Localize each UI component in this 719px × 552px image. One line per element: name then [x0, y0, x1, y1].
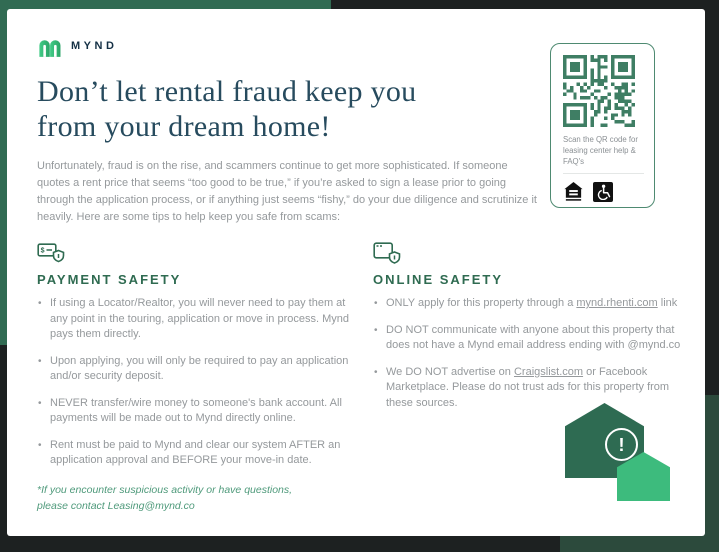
qr-help-card [550, 43, 655, 208]
bullet-item: • NEVER transfer/wire money to someone's bank account. All payments will be made out to Mynd directly online. [37, 396, 353, 427]
qr-code [563, 55, 635, 127]
accessibility-icon [593, 182, 613, 202]
online-safety-icon [373, 241, 687, 265]
alert-exclamation-icon: ! [605, 428, 638, 461]
payment-safety-list [37, 296, 353, 469]
bullet-item: • DO NOT communicate with anyone about this property that does not have a Mynd email address ending with @mynd.co [373, 323, 687, 354]
svg-text:$: $ [40, 247, 45, 255]
inline-link[interactable]: Craigslist.com [513, 365, 584, 378]
bullet-item: • We DO NOT advertise on Craigslist.com or Facebook Marketplace. Please do not trust ads for this property from these sources. [373, 365, 687, 412]
qr-caption: Scan the QR code for leasing center help & FAQ's [563, 135, 638, 166]
payment-safety-section [37, 241, 353, 514]
online-safety-list [373, 296, 687, 411]
divider [563, 173, 644, 174]
payment-safety-heading: PAYMENT SAFETY [37, 272, 182, 287]
flyer-card [7, 9, 705, 536]
footnote [37, 482, 353, 514]
payment-safety-icon [37, 241, 353, 265]
bullet-item: • Rent must be paid to Mynd and clear our system AFTER an application approval and BEFORE your move-in date. [37, 438, 353, 469]
bullet-item: • ONLY apply for this property through a mynd.rhenti.com link [373, 296, 687, 312]
bullet-item: • If using a Locator/Realtor, you will never need to pay them at any point in the touring, application or move in process. Mynd pays them directly. [37, 296, 353, 343]
equal-housing-icon [563, 181, 584, 202]
title-line-1: Don’t let rental fraud keep you [37, 75, 417, 108]
footnote-line-2: please contact Leasing@mynd.co [37, 499, 195, 512]
brand-name: MYND [71, 40, 118, 52]
mynd-m-icon [37, 36, 64, 57]
housing-icons [563, 181, 644, 202]
title-line-2: from your dream home! [37, 110, 331, 143]
bullet-item: • Upon applying, you will only be required to pay an application and/or security deposit. [37, 354, 353, 385]
page-title [37, 74, 557, 144]
footnote-line-1: *If you encounter suspicious activity or have questions, [37, 483, 293, 496]
online-safety-heading: ONLINE SAFETY [373, 272, 504, 287]
intro-paragraph: Unfortunately, fraud is on the rise, and scammers continue to get more sophisticated. If someone quotes a rent price that seems “too good to be true,” if you’re asked to sign a lease prior to going through the application process, or if anything just seems “fishy,” do your due diligence and scrutinize it heavily. Here are some tips to help keep you safe from scams: [37, 160, 537, 223]
inline-link[interactable]: mynd.rhenti.com [576, 297, 658, 309]
